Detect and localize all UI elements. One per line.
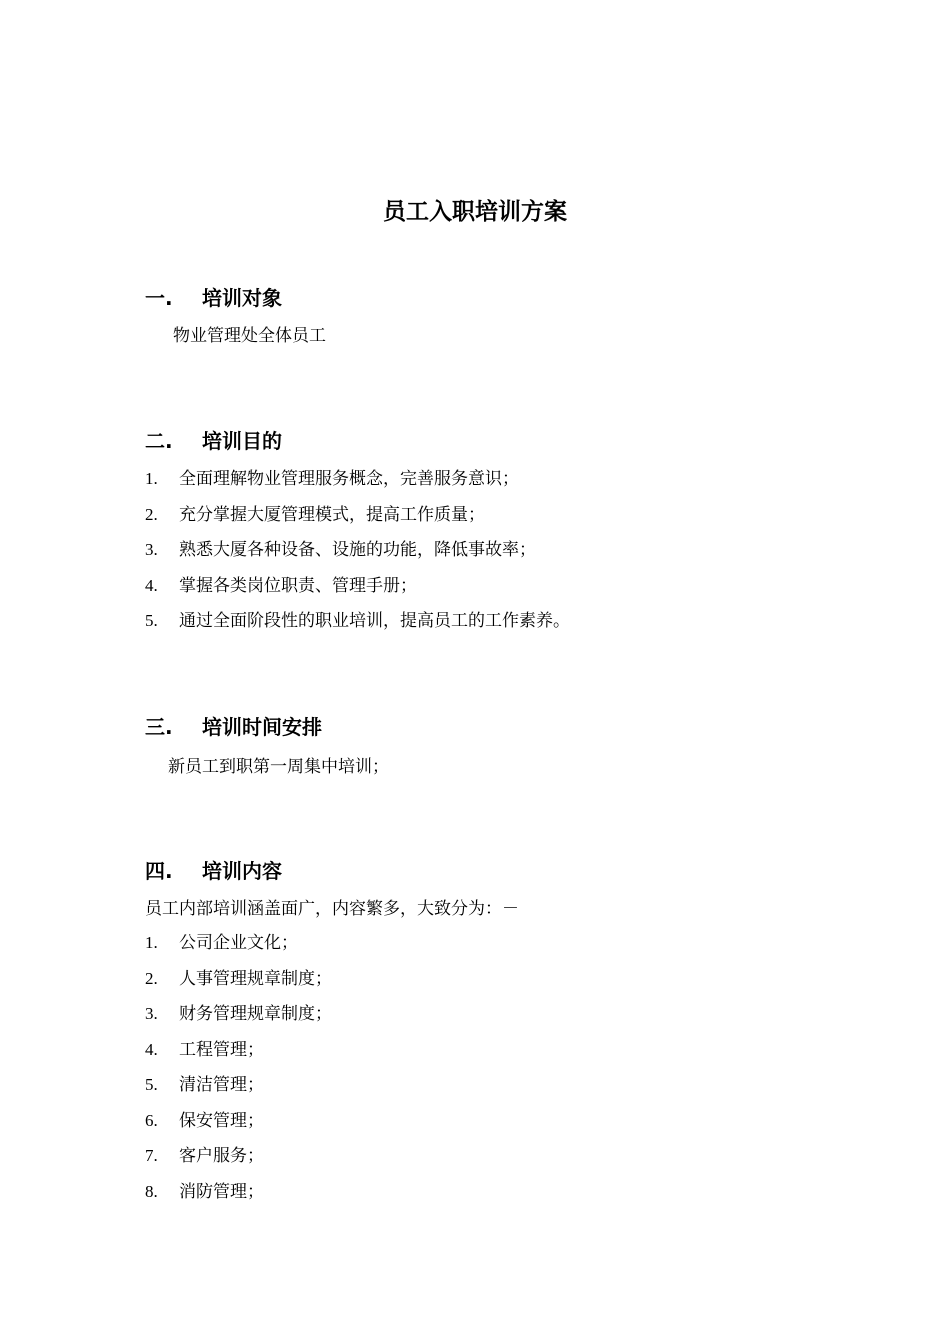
list-item: [145, 967, 332, 991]
section-number: 四.: [145, 859, 173, 883]
list-item: [145, 1002, 332, 1026]
list-item-number: 4.: [145, 576, 158, 595]
list-item-text: 工程管理；: [179, 1040, 264, 1060]
list-item: [145, 1073, 264, 1097]
list-item-number: 6.: [145, 1111, 158, 1130]
list-item-number: 2.: [145, 969, 158, 988]
list-item-text: 保安管理；: [179, 1111, 264, 1131]
list-item-number: 5.: [145, 1075, 158, 1094]
list-item-number: 8.: [145, 1182, 158, 1201]
list-item-number: 3.: [145, 540, 158, 559]
section-number: 二.: [145, 429, 173, 453]
list-item: [145, 503, 485, 527]
list-item-text: 熟悉大厦各种设备、设施的功能，降低事故率；: [179, 540, 536, 560]
list-item: [145, 1180, 264, 1204]
section-3-text: 新员工到职第一周集中培训；: [168, 757, 389, 777]
list-item-number: 7.: [145, 1146, 158, 1165]
list-item-number: 5.: [145, 611, 158, 630]
section-number: 三.: [145, 715, 173, 739]
list-item-text: 通过全面阶段性的职业培训，提高员工的工作素养。: [179, 611, 570, 631]
section-heading-1: [145, 284, 282, 312]
section-heading-2: [145, 427, 282, 455]
list-item-text: 客户服务；: [179, 1146, 264, 1166]
list-item-text: 清洁管理；: [179, 1075, 264, 1095]
list-item-number: 2.: [145, 505, 158, 524]
list-item-number: 1.: [145, 469, 158, 488]
list-item: [145, 574, 417, 598]
list-item-number: 4.: [145, 1040, 158, 1059]
list-item: [145, 1144, 264, 1168]
document-title: 员工入职培训方案: [383, 199, 567, 225]
list-item-number: 3.: [145, 1004, 158, 1023]
list-item: [145, 1109, 264, 1133]
list-item-text: 消防管理；: [179, 1182, 264, 1202]
list-item: [145, 1038, 264, 1062]
list-item-number: 1.: [145, 933, 158, 952]
list-item: [145, 931, 298, 955]
section-1-text: 物业管理处全体员工: [173, 326, 326, 346]
section-title: 培训时间安排: [202, 715, 322, 739]
section-number: 一.: [145, 286, 173, 310]
section-title: 培训目的: [202, 429, 282, 453]
list-item-text: 财务管理规章制度；: [179, 1004, 332, 1024]
list-item-text: 公司企业文化；: [179, 933, 298, 953]
section-4-text: 员工内部培训涵盖面广，内容繁多，大致分为：－: [145, 899, 519, 919]
section-title: 培训对象: [202, 286, 282, 310]
section-heading-4: [145, 857, 282, 885]
list-item: [145, 538, 536, 562]
section-title: 培训内容: [202, 859, 282, 883]
list-item: [145, 609, 570, 633]
list-item: [145, 467, 519, 491]
list-item-text: 全面理解物业管理服务概念，完善服务意识；: [179, 469, 519, 489]
list-item-text: 掌握各类岗位职责、管理手册；: [179, 576, 417, 596]
list-item-text: 人事管理规章制度；: [179, 969, 332, 989]
section-heading-3: [145, 713, 322, 741]
list-item-text: 充分掌握大厦管理模式，提高工作质量；: [179, 505, 485, 525]
